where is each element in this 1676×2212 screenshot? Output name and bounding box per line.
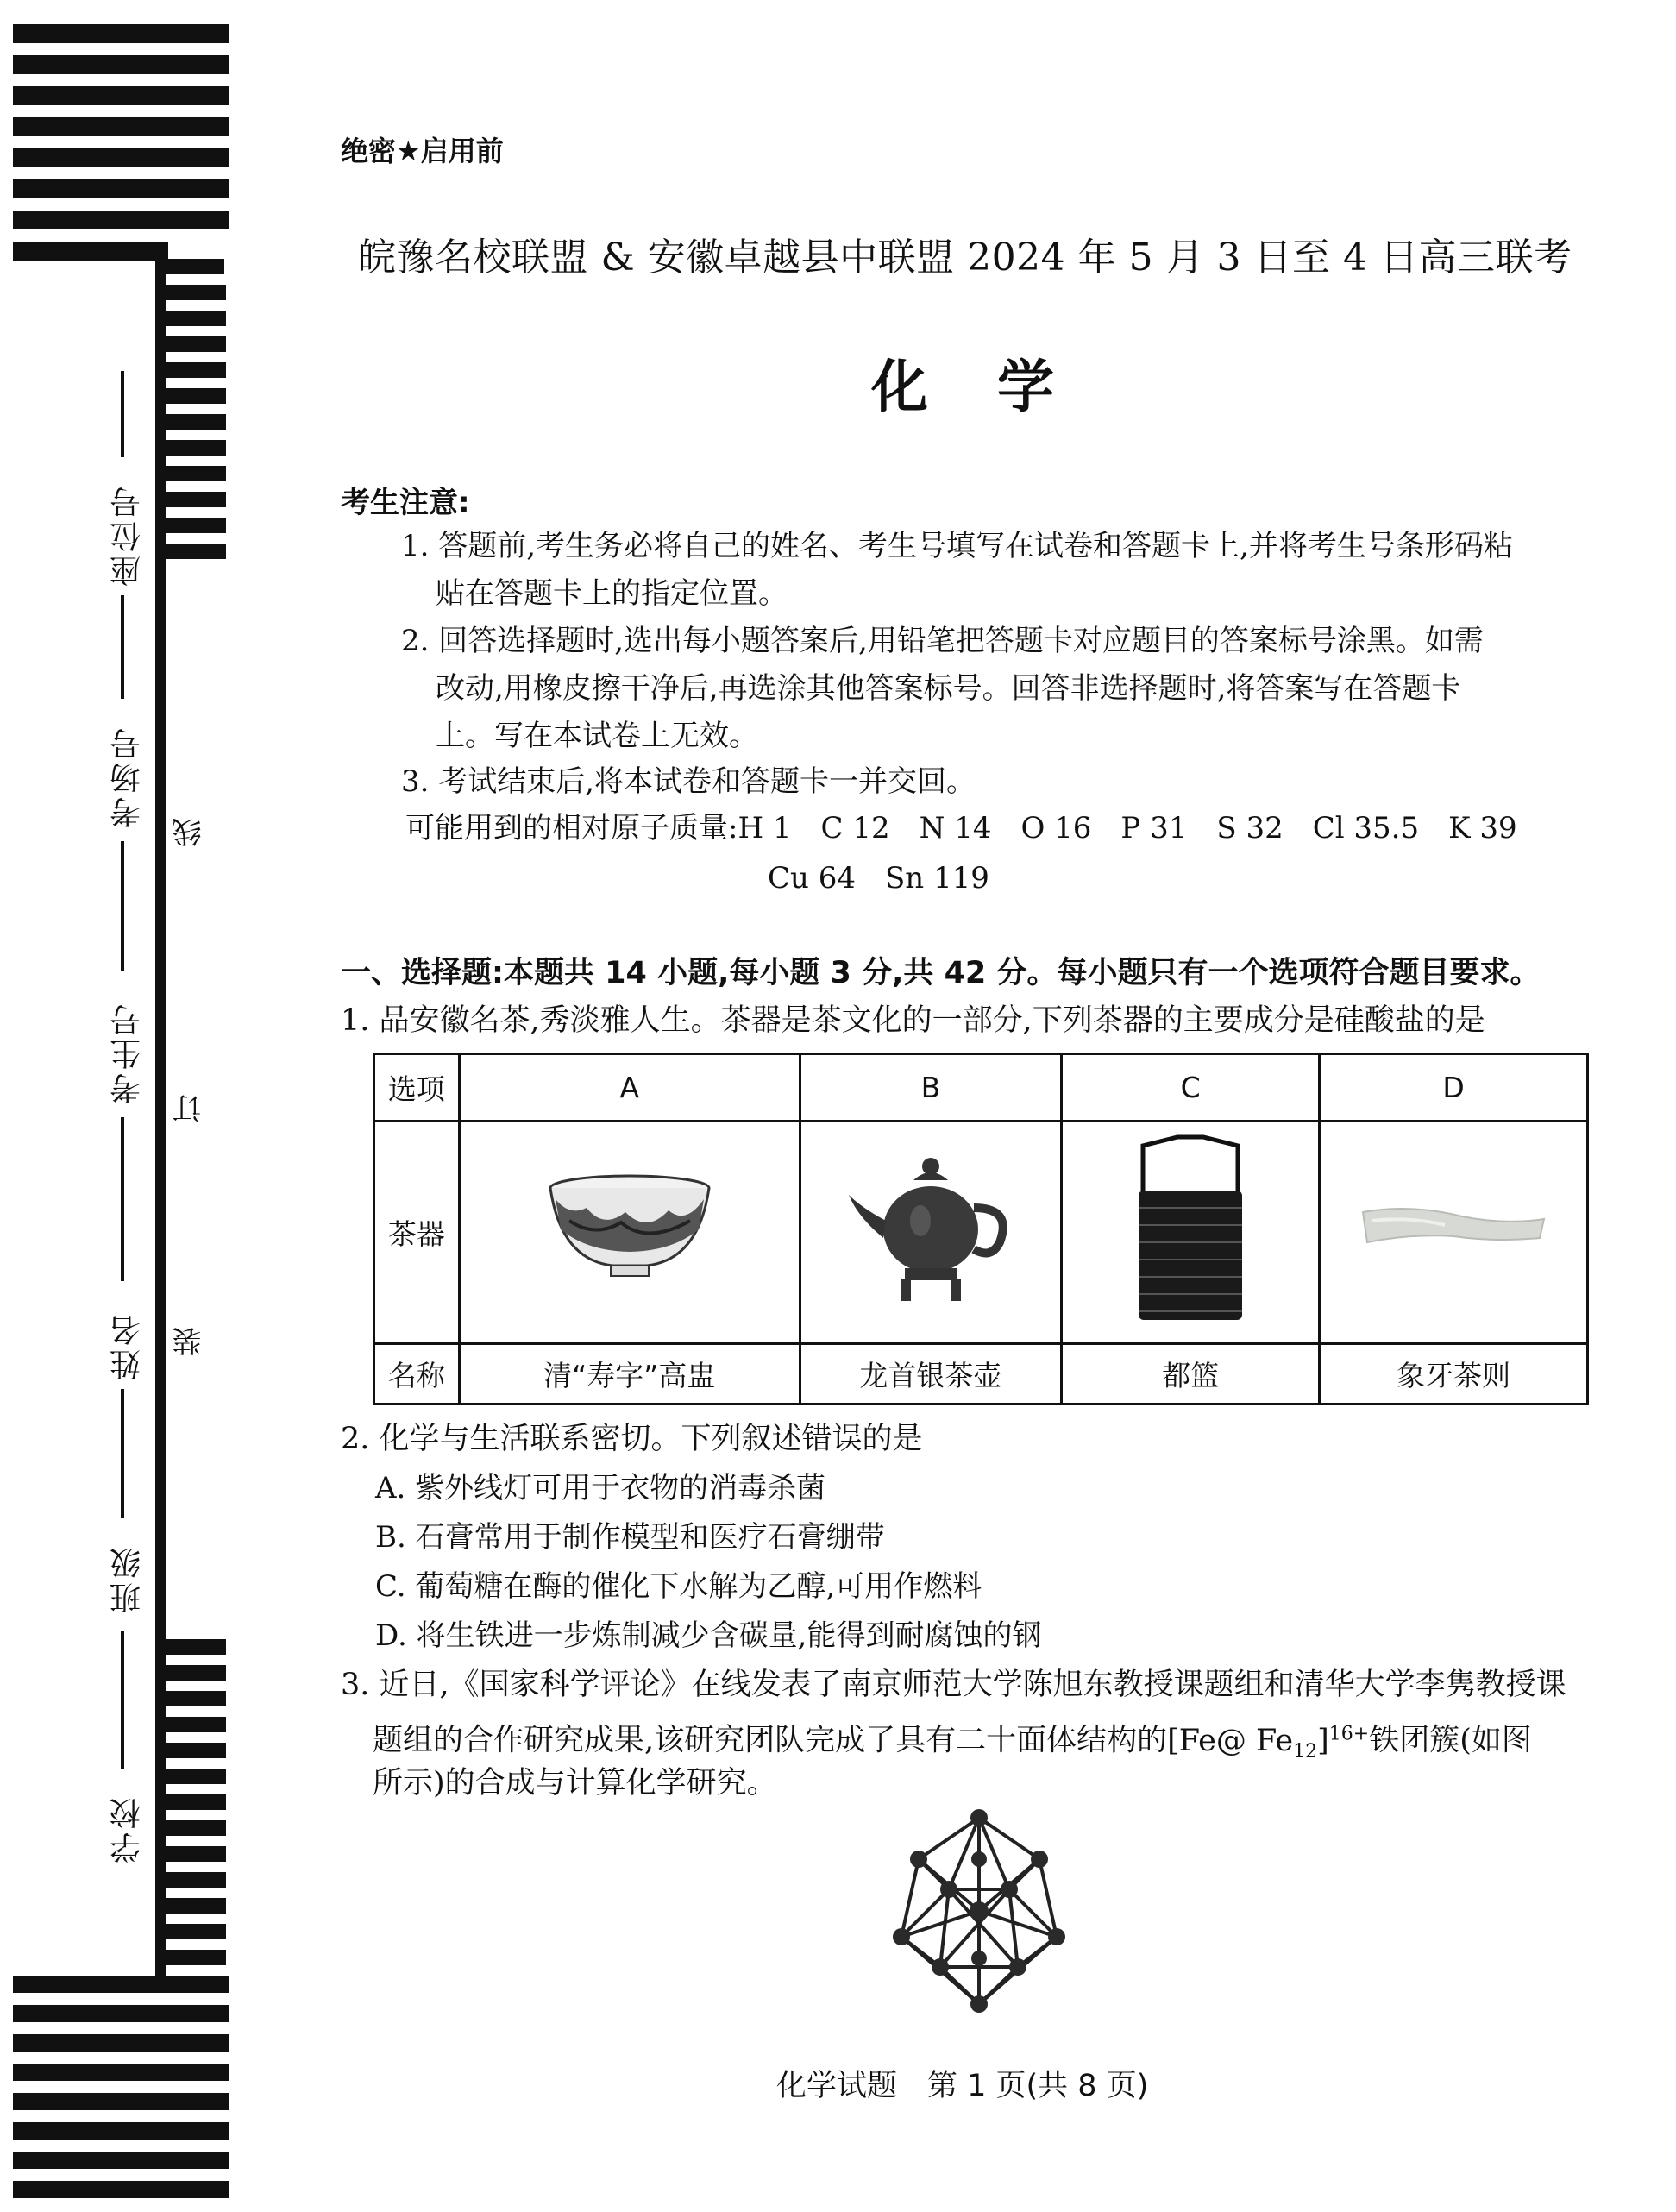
question-2-option-b: B. 石膏常用于制作模型和医疗石膏绷带 bbox=[375, 1520, 885, 1555]
binding-word-seal: 装 bbox=[173, 1327, 207, 1356]
class-line[interactable] bbox=[121, 1389, 124, 1518]
notice-heading: 考生注意: bbox=[341, 486, 470, 520]
name-b: 龙首银茶壶 bbox=[800, 1344, 1061, 1404]
row-header-name: 名称 bbox=[374, 1344, 460, 1404]
question-2-option-c: C. 葡萄糖在酶的催化下水解为乙醇,可用作燃料 bbox=[375, 1569, 982, 1604]
school-line[interactable] bbox=[121, 1631, 124, 1769]
question-2-option-a: A. 紫外线灯可用于衣物的消毒杀菌 bbox=[375, 1471, 826, 1505]
notice-item-2-line-1: 2. 回答选择题时,选出每小题答案后,用铅笔把答题卡对应题目的答案标号涂黑。如需 bbox=[401, 624, 1484, 658]
silver-teapot-image bbox=[844, 1147, 1017, 1311]
notice-item-2-line-2: 改动,用橡皮擦干净后,再选涂其他答案标号。回答非选择题时,将答案写在答题卡 bbox=[436, 671, 1461, 706]
atomic-masses-line-2: Cu 64 Sn 119 bbox=[768, 861, 989, 895]
name-line[interactable] bbox=[121, 1117, 124, 1281]
formula-subscript: 12 bbox=[1293, 1740, 1318, 1763]
question-3-line-2-tail: 铁团簇(如图 bbox=[1369, 1723, 1532, 1758]
question-1-stem: 1. 品安徽名茶,秀淡雅人生。茶器是茶文化的一部分,下列茶器的主要成分是硅酸盐的是 bbox=[341, 1003, 1485, 1038]
student-id-line[interactable] bbox=[121, 841, 124, 971]
binding-word-line: 线 bbox=[173, 818, 207, 847]
column-a-header: A bbox=[459, 1054, 800, 1122]
icosahedral-iron-cluster-figure bbox=[884, 1807, 1074, 2014]
question-3-line-2-text: 题组的合作研究成果,该研究团队完成了具有二十面体结构的 bbox=[373, 1723, 1168, 1758]
question-3-line-1: 3. 近日,《国家科学评论》在线发表了南京师范大学陈旭东教授课题组和清华大学李隽教授课 bbox=[341, 1668, 1566, 1702]
question-2-option-d: D. 将生铁进一步炼制减少含碳量,能得到耐腐蚀的钢 bbox=[375, 1618, 1042, 1653]
column-d-header: D bbox=[1320, 1054, 1588, 1122]
atomic-masses-line-1: 可能用到的相对原子质量:H 1 C 12 N 14 O 16 P 31 S 32 Cl 35.5 K 39 bbox=[405, 811, 1517, 845]
notice-item-1-line-2: 贴在答题卡上的指定位置。 bbox=[436, 576, 788, 611]
column-c-header: C bbox=[1062, 1054, 1320, 1122]
question-1-table bbox=[373, 1053, 1589, 1405]
bamboo-basket-image bbox=[1126, 1130, 1255, 1329]
row-header-teaware: 茶器 bbox=[374, 1122, 460, 1344]
binding-strip bbox=[0, 0, 242, 2212]
name-label: 姓名 bbox=[110, 1311, 146, 1380]
iron-cluster-formula bbox=[1167, 1723, 1370, 1763]
exam-header: 皖豫名校联盟 & 安徽卓越县中联盟 2024 年 5 月 3 日至 4 日高三联考 bbox=[358, 236, 1572, 280]
column-b-header: B bbox=[800, 1054, 1061, 1122]
teapot-image-cell bbox=[800, 1122, 1061, 1344]
notice-item-1-line-1: 1. 答题前,考生务必将自己的姓名、考生号填写在试卷和答题卡上,并将考生号条形码粘 bbox=[401, 529, 1513, 563]
class-label: 班级 bbox=[110, 1544, 146, 1613]
seat-number-label: 座位号 bbox=[110, 483, 146, 587]
table-row-options bbox=[374, 1054, 1588, 1122]
formula-charge: 16+ bbox=[1328, 1723, 1370, 1744]
formula-open: [Fe@ Fe bbox=[1167, 1723, 1294, 1758]
subject-title: 化学 bbox=[871, 354, 1123, 420]
exam-room-label: 考场号 bbox=[110, 725, 146, 828]
formula-close: ] bbox=[1317, 1723, 1329, 1758]
notice-item-2-line-3: 上。写在本试卷上无效。 bbox=[436, 719, 758, 753]
porcelain-cup-image bbox=[543, 1169, 716, 1290]
basket-image-cell bbox=[1062, 1122, 1320, 1344]
name-d: 象牙茶则 bbox=[1320, 1344, 1588, 1404]
binding-word-bind: 订 bbox=[173, 1094, 207, 1123]
student-id-label: 考生号 bbox=[110, 1001, 146, 1104]
exam-room-line[interactable] bbox=[121, 595, 124, 699]
table-row-names bbox=[374, 1344, 1588, 1404]
secret-mark: 绝密★启用前 bbox=[341, 135, 504, 167]
section-1-title: 一、选择题:本题共 14 小题,每小题 3 分,共 42 分。每小题只有一个选项符合题目要求。 bbox=[341, 956, 1541, 990]
school-label: 学校 bbox=[110, 1794, 146, 1863]
question-3-line-3: 所示)的合成与计算化学研究。 bbox=[373, 1766, 777, 1800]
table-row-teaware bbox=[374, 1122, 1588, 1344]
question-2-stem: 2. 化学与生活联系密切。下列叙述错误的是 bbox=[341, 1422, 923, 1456]
bowl-image-cell bbox=[459, 1122, 800, 1344]
notice-item-3: 3. 考试结束后,将本试卷和答题卡一并交回。 bbox=[401, 764, 976, 799]
row-header-option: 选项 bbox=[374, 1054, 460, 1122]
scoop-image-cell bbox=[1320, 1122, 1588, 1344]
seat-number-line[interactable] bbox=[121, 371, 124, 457]
page-footer: 化学试题 第 1 页(共 8 页) bbox=[776, 2069, 1149, 2103]
name-c: 都篮 bbox=[1062, 1344, 1320, 1404]
ivory-scoop-image bbox=[1359, 1195, 1548, 1264]
name-a: 清“寿字”高盅 bbox=[459, 1344, 800, 1404]
